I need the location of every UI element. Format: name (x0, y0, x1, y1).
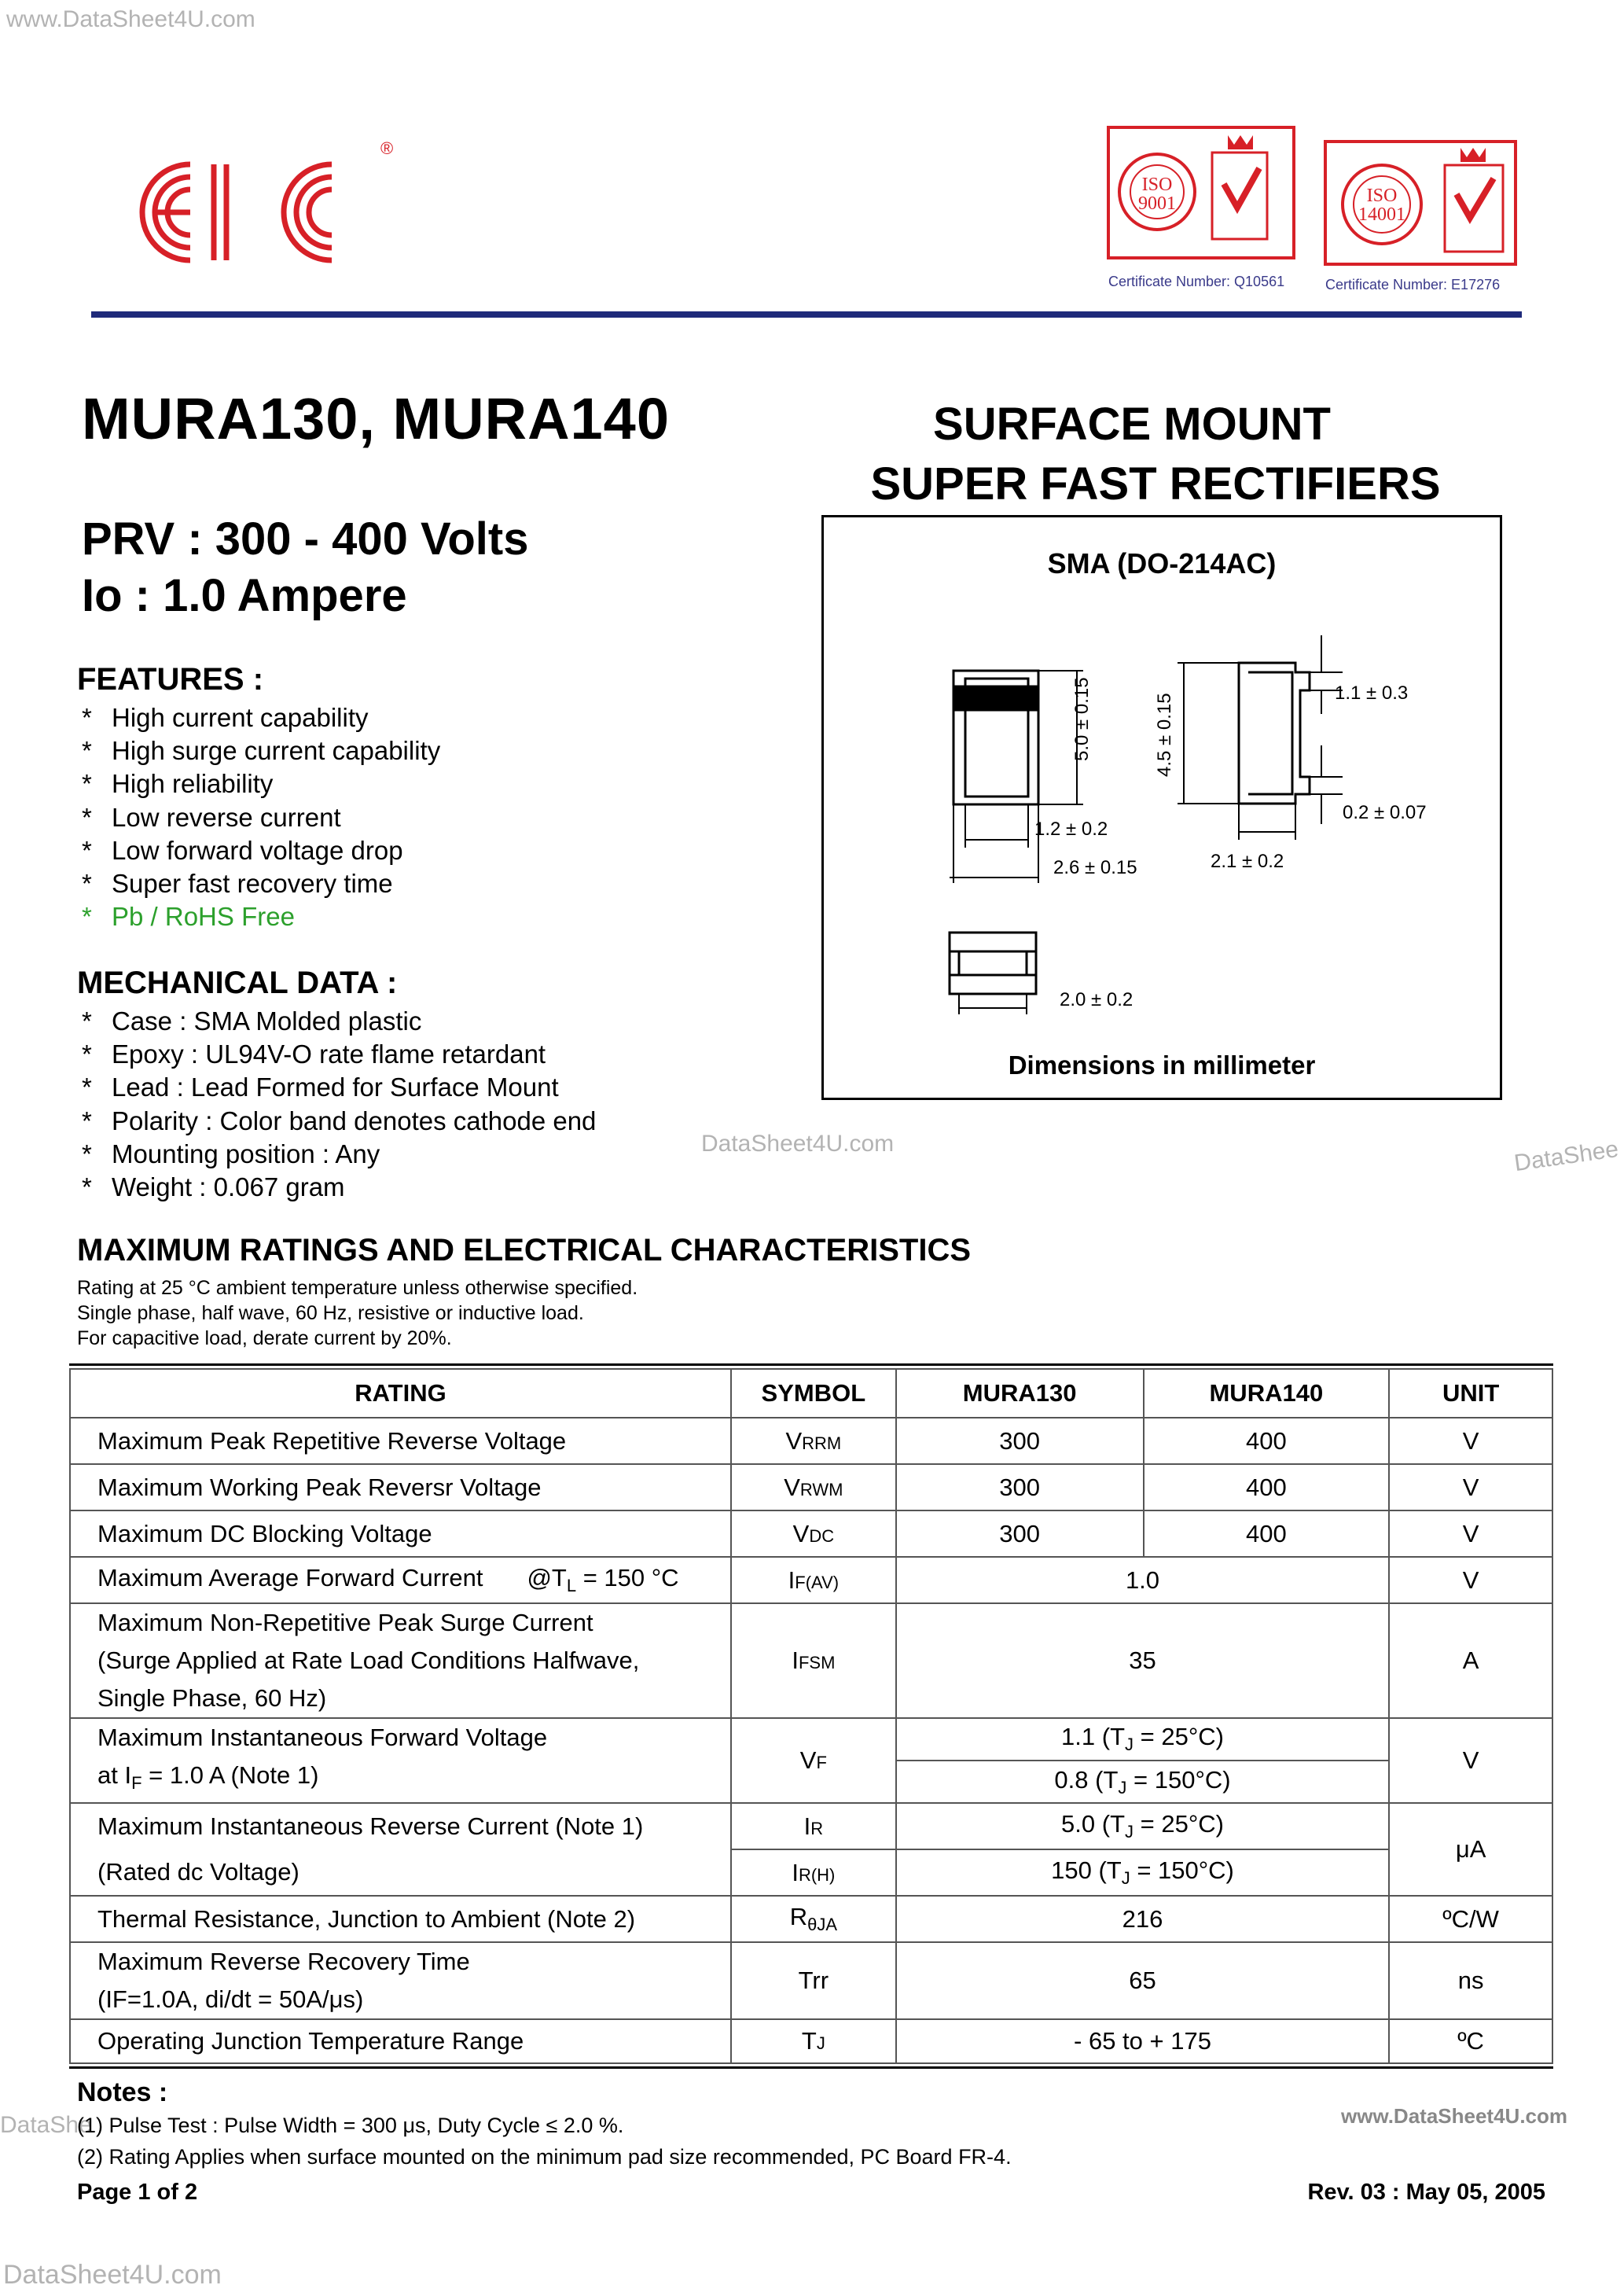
note-2: (2) Rating Applies when surface mounted on the minimum pad size recommended, PC Board FR-4. (77, 2145, 1012, 2169)
watermark-bottom: DataSheet4U.com (3, 2260, 222, 2290)
table-bottom-rule (69, 2066, 1553, 2069)
value-both: - 65 to + 175 (896, 2019, 1389, 2063)
row-symbol: IR(H) (731, 1849, 896, 1896)
watermark-bottom-left-partial: DataShe (0, 2112, 92, 2138)
watermark-bottom-right: www.DataSheet4U.com (1341, 2104, 1568, 2128)
right-heading-1: SURFACE MOUNT (933, 399, 1331, 450)
col-mura130: MURA130 (896, 1369, 1144, 1418)
table-header-row (70, 1369, 1552, 1418)
ratings-heading: MAXIMUM RATINGS AND ELECTRICAL CHARACTERISTICS (77, 1233, 972, 1268)
row-symbol: Trr (731, 1942, 896, 2019)
table-row (70, 1418, 1552, 1464)
table-row (70, 1896, 1552, 1942)
list-item: * High surge current capability (82, 736, 441, 766)
mechanical-heading: MECHANICAL DATA : (77, 966, 398, 1000)
row-label: Maximum Working Peak Reversr Voltage (70, 1464, 731, 1510)
list-item: * Lead : Lead Formed for Surface Mount (82, 1073, 559, 1102)
table-row (70, 1464, 1552, 1510)
ratings-conditions (77, 1275, 637, 1351)
list-item: * Low reverse current (82, 802, 341, 832)
prv-rating: PRV : 300 - 400 Volts (82, 513, 529, 565)
row-unit: V (1389, 1557, 1552, 1603)
table-row (70, 1557, 1552, 1603)
row-symbol: VF (731, 1718, 896, 1803)
row-label: Maximum DC Blocking Voltage (70, 1510, 731, 1557)
row-label: Maximum Non-Repetitive Peak Surge Current (Surge Applied at Rate Load Conditions Halfwave, Single Phase, 60 Hz) (70, 1603, 731, 1718)
revision: Rev. 03 : May 05, 2005 (1307, 2180, 1545, 2205)
row-label: Maximum Instantaneous Reverse Current (Note 1) (Rated dc Voltage) (70, 1803, 731, 1896)
package-caption: Dimensions in millimeter (1008, 1050, 1316, 1080)
value-mura130: 300 (896, 1510, 1144, 1557)
row-unit: ns (1389, 1942, 1552, 2019)
row-unit: V (1389, 1718, 1552, 1803)
page-number: Page 1 of 2 (77, 2180, 198, 2205)
condition-line: Rating at 25 °C ambient temperature unless otherwise specified. (77, 1277, 638, 1299)
features-heading: FEATURES : (77, 662, 264, 697)
notes-heading: Notes : (77, 2077, 168, 2107)
table-row (70, 2019, 1552, 2063)
value-both: 1.1 $(T_J = 25^\circ C)$ (896, 1718, 1389, 1761)
col-rating: RATING (70, 1369, 731, 1418)
value-both: 150 $(T_J = 150^\circ C)$ (896, 1849, 1389, 1896)
table-row (70, 1718, 1552, 1761)
value-both: 35 (896, 1603, 1389, 1718)
ratings-table (69, 1368, 1553, 2064)
header-rule (91, 311, 1522, 318)
dim-4-5: 4.5 ± 0.15 (1154, 693, 1175, 777)
condition-line: Single phase, half wave, 60 Hz, resistive or inductive load. (77, 1302, 584, 1324)
row-label: Maximum Average Forward Current $@T_L = 150$ °C (70, 1557, 731, 1603)
svg-text:14001: 14001 (1358, 204, 1405, 225)
svg-text:ISO: ISO (1141, 175, 1173, 195)
col-mura140: MURA140 (1144, 1369, 1390, 1418)
row-unit: ºC (1389, 2019, 1552, 2063)
table-row (70, 1942, 1552, 2019)
value-both: 5.0 $(T_J = 25^\circ C)$ (896, 1803, 1389, 1849)
rohs-item: * Pb / RoHS Free (82, 902, 295, 932)
row-label: Maximum Instantaneous Forward Voltage at $I_F = 1.0$ A (Note 1) (70, 1718, 731, 1803)
row-symbol: IFSM (731, 1603, 896, 1718)
watermark-right: DataShee (1512, 1135, 1621, 1177)
mechanical-list (79, 1005, 596, 1204)
dim-2-6: 2.6 ± 0.15 (1053, 857, 1137, 878)
value-both: 1.0 (896, 1557, 1389, 1603)
value-both: 216 (896, 1896, 1389, 1942)
dim-1-2: 1.2 ± 0.2 (1034, 819, 1108, 840)
row-symbol: VRWM (731, 1464, 896, 1510)
condition-line: For capacitive load, derate current by 20%. (77, 1327, 452, 1349)
package-title: SMA (DO-214AC) (1047, 547, 1277, 580)
value-mura140: 400 (1144, 1464, 1390, 1510)
dim-0-2: 0.2 ± 0.07 (1343, 802, 1427, 823)
list-item: * Super fast recovery time (82, 869, 393, 899)
features-list (79, 701, 440, 933)
iso9001-badge (1107, 126, 1295, 259)
row-unit: ºC/W (1389, 1896, 1552, 1942)
dim-1-1: 1.1 ± 0.3 (1335, 683, 1409, 704)
svg-text:ISO: ISO (1366, 186, 1398, 206)
iso14001-badge (1324, 140, 1517, 266)
row-label: Thermal Resistance, Junction to Ambient (Note 2) (70, 1896, 731, 1942)
iso14001-cert-label: Certificate Number: E17276 (1325, 277, 1501, 293)
col-symbol: SYMBOL (731, 1369, 896, 1418)
io-rating: Io : 1.0 Ampere (82, 570, 407, 621)
dim-2-1: 2.1 ± 0.2 (1211, 851, 1284, 872)
value-both: 65 (896, 1942, 1389, 2019)
row-unit: μA (1389, 1803, 1552, 1896)
dim-2-0: 2.0 ± 0.2 (1060, 989, 1133, 1010)
row-label: Maximum Peak Repetitive Reverse Voltage (70, 1418, 731, 1464)
row-label: Operating Junction Temperature Range (70, 2019, 731, 2063)
right-heading-2: SUPER FAST RECTIFIERS (870, 458, 1441, 510)
table-row (70, 1510, 1552, 1557)
watermark-top: www.DataSheet4U.com (6, 6, 255, 32)
row-symbol: VRRM (731, 1418, 896, 1464)
list-item: * Low forward voltage drop (82, 835, 403, 865)
value-both: 0.8 $(T_J = 150^\circ C)$ (896, 1761, 1389, 1803)
list-item: * High current capability (82, 703, 369, 732)
list-item: * Epoxy : UL94V-O rate flame retardant (82, 1039, 546, 1069)
table-top-rule (69, 1363, 1553, 1366)
list-item: * High reliability (82, 769, 274, 799)
row-unit: V (1389, 1464, 1552, 1510)
list-item: * Mounting position : Any (82, 1139, 380, 1168)
eic-logo (126, 153, 393, 275)
package-drawing-box (821, 515, 1502, 1100)
table-row (70, 1603, 1552, 1718)
row-symbol: $R_{\theta JA}$ (731, 1896, 896, 1942)
col-unit: UNIT (1389, 1369, 1552, 1418)
row-symbol: IF(AV) (731, 1557, 896, 1603)
row-symbol: IR (731, 1803, 896, 1849)
value-mura140: 400 (1144, 1510, 1390, 1557)
list-item: * Case : SMA Molded plastic (82, 1006, 422, 1036)
row-unit: V (1389, 1418, 1552, 1464)
registered-mark: ® (380, 138, 394, 158)
table-row (70, 1803, 1552, 1849)
value-mura130: 300 (896, 1464, 1144, 1510)
svg-text:9001: 9001 (1138, 193, 1176, 214)
iso9001-cert-label: Certificate Number: Q10561 (1108, 274, 1285, 289)
row-symbol: TJ (731, 2019, 896, 2063)
row-label: Maximum Reverse Recovery Time (IF=1.0A, di/dt = 50A/μs) (70, 1942, 731, 2019)
list-item: * Weight : 0.067 gram (82, 1172, 345, 1202)
value-mura140: 400 (1144, 1418, 1390, 1464)
list-item: * Polarity : Color band denotes cathode end (82, 1106, 597, 1135)
note-1: (1) Pulse Test : Pulse Width = 300 μs, Duty Cycle ≤ 2.0 %. (77, 2114, 624, 2137)
watermark-mid: DataSheet4U.com (701, 1131, 895, 1157)
row-unit: A (1389, 1603, 1552, 1718)
value-mura130: 300 (896, 1418, 1144, 1464)
row-unit: V (1389, 1510, 1552, 1557)
dim-5-0: 5.0 ± 0.15 (1071, 677, 1093, 761)
row-symbol: VDC (731, 1510, 896, 1557)
page-title: MURA130, MURA140 (82, 386, 670, 451)
